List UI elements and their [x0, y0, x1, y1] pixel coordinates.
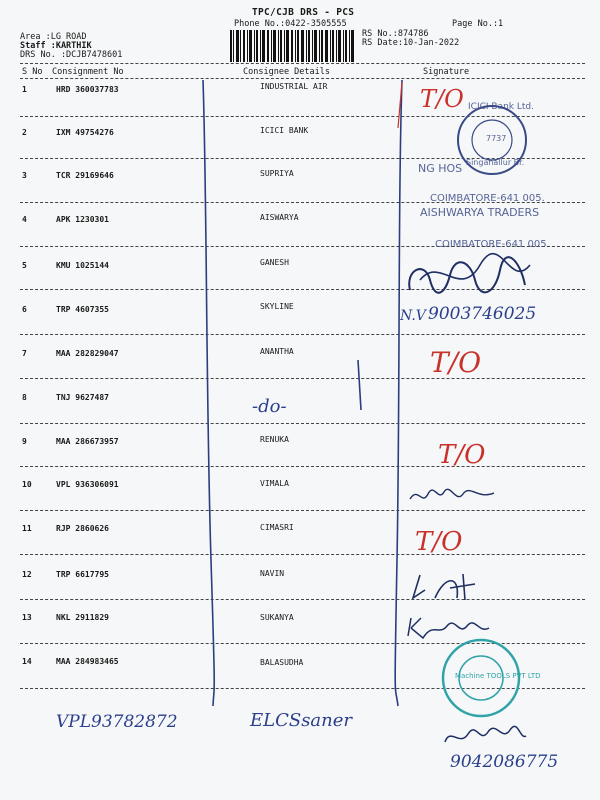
row-consignee: GANESH	[260, 258, 289, 267]
row-consignment: TRP 4607355	[56, 305, 109, 314]
row-sno: 7	[22, 349, 27, 358]
row-consignee: INDUSTRIAL AIR	[260, 82, 328, 91]
bank-stamp-branch: Singanallur Br.	[466, 158, 525, 167]
row-consignee: SUKANYA	[260, 613, 294, 622]
row-sno: 8	[22, 393, 27, 402]
row-consignment: RJP 2860626	[56, 524, 109, 533]
staff-label: Staff :KARTHIK	[20, 41, 92, 51]
row-consignment: TRP 6617795	[56, 570, 109, 579]
rs-date: RS Date:10-Jan-2022	[362, 38, 460, 48]
handwritten-ditto: -do-	[252, 396, 287, 417]
row-sno: 13	[22, 613, 32, 622]
row-consignment: VPL 936306091	[56, 480, 119, 489]
area-label: Area :LG ROAD	[20, 32, 87, 42]
signature-row5	[400, 250, 540, 310]
handwritten-to-row9: T/O	[438, 440, 486, 470]
handwritten-bottom-left: VPL93782872	[56, 712, 178, 732]
row-consignee: NAVIN	[260, 569, 285, 578]
aishwarya-stamp-name: AISHWARYA TRADERS	[420, 206, 540, 219]
row-consignment: TNJ 9627487	[56, 393, 109, 402]
col-consignment: Consignment No	[52, 67, 124, 77]
page-number: Page No.:1	[452, 19, 504, 29]
row-consignment: NKL 2911829	[56, 613, 109, 622]
aishwarya-stamp-city: COIMBATORE-641 005	[435, 239, 547, 250]
row-consignee: ANANTHA	[260, 347, 294, 356]
phone-number: Phone No.:0422-3505555	[234, 19, 347, 29]
col-consignee: Consignee Details	[243, 67, 330, 77]
row-consignee: VIMALA	[260, 479, 289, 488]
row-consignment: IXM 49754276	[56, 128, 114, 137]
row-sno: 6	[22, 305, 27, 314]
signature-bottom	[440, 722, 530, 752]
row-sno: 9	[22, 437, 27, 446]
bank-stamp-name: ICICI Bank Ltd.	[468, 102, 534, 112]
row-sno: 1	[22, 85, 27, 94]
row-consignee: SUPRIYA	[260, 169, 294, 178]
row-sno: 2	[22, 128, 27, 137]
bank-stamp-code: 7737	[486, 134, 507, 143]
row-sno: 4	[22, 215, 27, 224]
col-sno: S No	[22, 67, 43, 77]
row-sno: 3	[22, 171, 27, 180]
handwritten-to-row7: T/O	[430, 346, 482, 379]
row-consignment: KMU 1025144	[56, 261, 109, 270]
row-consignment: MAA 284983465	[56, 657, 119, 666]
row-consignment: HRD 360037783	[56, 85, 119, 94]
rs-number: RS No.:874786	[362, 29, 429, 39]
document-title: TPC/CJB DRS - PCS	[252, 7, 355, 18]
row-consignee: BALASUDHA	[260, 658, 304, 667]
ng-stamp-name: NG HOS	[418, 162, 463, 175]
row-consignee: SKYLINE	[260, 302, 294, 311]
handwritten-to-row1: T/O	[420, 85, 464, 113]
handwritten-bottom-mid: ELCSsaner	[250, 710, 353, 731]
handwritten-to-row11: T/O	[415, 527, 463, 557]
handwritten-bottom-right: 9042086775	[450, 752, 559, 772]
row-sno: 5	[22, 261, 27, 270]
row-sno: 14	[22, 657, 32, 666]
ng-stamp-city: COIMBATORE-641 005.	[430, 193, 545, 204]
row-consignment: MAA 282829047	[56, 349, 119, 358]
row-sno: 10	[22, 480, 32, 489]
row-consignment: APK 1230301	[56, 215, 109, 224]
row-consignee: RENUKA	[260, 435, 289, 444]
signature-row12	[405, 570, 505, 606]
col-signature: Signature	[423, 67, 470, 77]
row-consignee: AISWARYA	[260, 213, 299, 222]
handwritten-initials: N.V	[400, 308, 426, 324]
row-consignment: MAA 286673957	[56, 437, 119, 446]
row-consignee: CIMASRI	[260, 523, 294, 532]
drs-number: DRS No. :DCJB7478601	[20, 50, 123, 60]
signature-row10	[408, 484, 498, 508]
row-sno: 12	[22, 570, 32, 579]
handwritten-phone: 9003746025	[428, 304, 537, 324]
row-consignee: ICICI BANK	[260, 126, 309, 135]
row-sno: 11	[22, 524, 32, 533]
tools-stamp-text: Machine TOOLS PVT LTD	[455, 672, 541, 680]
row-consignment: TCR 29169646	[56, 171, 114, 180]
